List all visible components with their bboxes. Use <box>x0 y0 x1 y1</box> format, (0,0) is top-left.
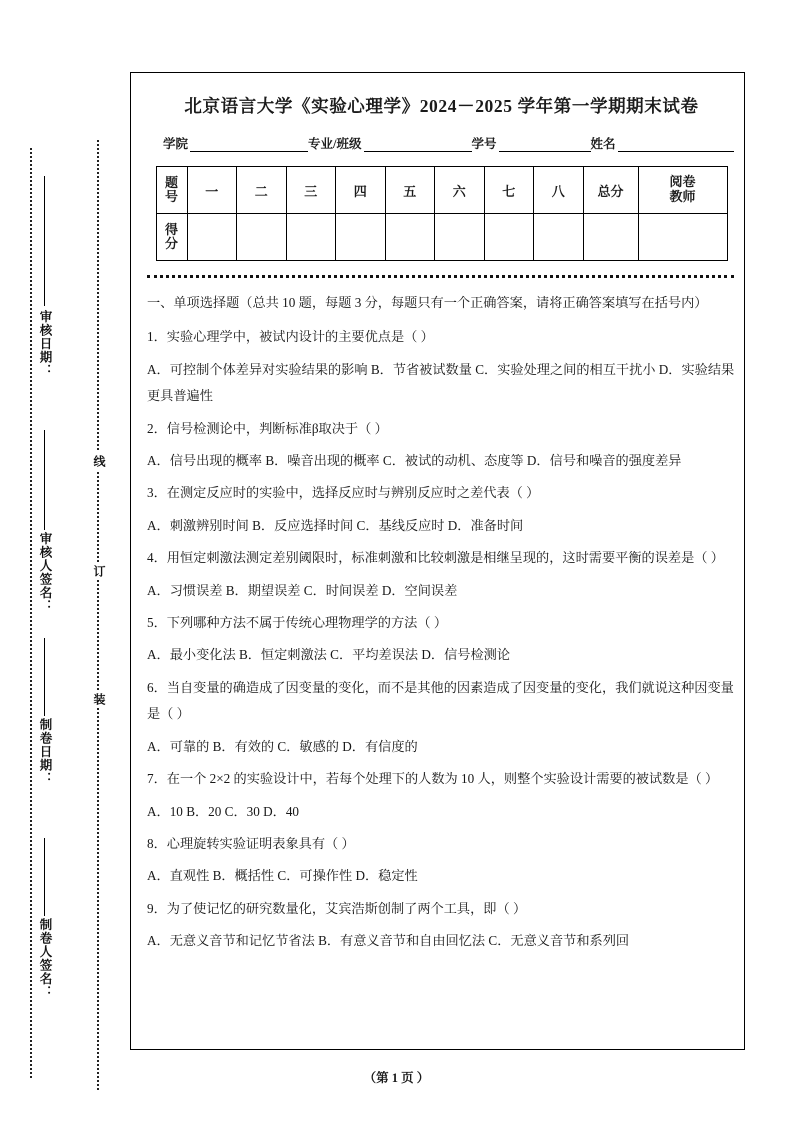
major-class-label: 专业/班级 <box>308 137 362 151</box>
page-footer: （第 1 页 ） <box>363 1071 430 1085</box>
student-id-field[interactable] <box>472 134 591 152</box>
column-header-teacher-line1: 阅卷 <box>669 174 696 190</box>
column-header-3: 三 <box>286 167 336 214</box>
left-margin-annotations <box>0 0 120 1122</box>
question-7-options: A．10 B．20 C．30 D．40 <box>147 803 300 819</box>
fold-line-inner <box>97 140 99 1090</box>
question-5-options: A．最小变化法 B．恒定刺激法 C．平均差误法 D．信号检测论 <box>147 647 511 663</box>
question-3-stem: 3．在测定反应时的实验中，选择反应时与辨别反应时之差代表（ ） <box>147 485 540 501</box>
question-7-stem: 7．在一个 2×2 的实验设计中，若每个处理下的人数为 10 人，则整个实验设计需要的被试数是（ ） <box>147 771 719 787</box>
student-id-label: 学号 <box>471 137 497 151</box>
score-cell-5[interactable] <box>385 214 435 261</box>
row-header-question-number <box>156 167 187 214</box>
score-cell-total[interactable] <box>583 214 638 261</box>
question-2-options: A．信号出现的概率 B．噪音出现的概率 C．被试的动机、态度等 D．信号和噪音的强度差异 <box>147 453 682 469</box>
margin-rule-mid-lower <box>44 638 45 716</box>
column-header-1: 一 <box>187 167 237 214</box>
fold-line-outer <box>30 148 32 1078</box>
row-header-score-char1: 得 <box>164 222 178 238</box>
score-cell-8[interactable] <box>534 214 584 261</box>
score-cell-1[interactable] <box>187 214 237 261</box>
page-title: 北京语言大学《实验心理学》2024－2025 学年第一学期期末试卷 <box>184 96 699 116</box>
question-4-options: A．习惯误差 B．期望误差 C．时间误差 D．空间误差 <box>147 582 458 598</box>
major-class-blank[interactable] <box>364 137 472 152</box>
row-header-question-number-char2: 号 <box>164 189 178 204</box>
exam-page-frame <box>130 72 745 1050</box>
fold-mark-ding: 订 <box>91 562 108 580</box>
margin-rule-mid-upper <box>44 430 45 530</box>
question-1-stem: 1．实验心理学中，被试内设计的主要优点是（ ） <box>147 329 434 345</box>
column-header-4: 四 <box>336 167 386 214</box>
column-header-2: 二 <box>237 167 287 214</box>
question-2-stem: 2．信号检测论中，判断标准β取决于（ ） <box>147 420 388 436</box>
question-4-stem: 4．用恒定刺激法测定差别阈限时，标准刺激和比较刺激是相继呈现的，这时需要平衡的误差是（ ） <box>147 550 724 566</box>
row-header-score-char2: 分 <box>164 236 178 251</box>
question-6-options: A．可靠的 B．有效的 C．敏感的 D．有信度的 <box>147 738 418 754</box>
question-body <box>147 290 738 955</box>
college-label: 学院 <box>163 137 189 151</box>
fold-mark-xian: 线 <box>91 452 108 470</box>
question-9-options: A．无意义音节和记忆节省法 B．有意义音节和自由回忆法 C．无意义音节和系列回 <box>147 933 630 949</box>
column-header-8: 八 <box>534 167 584 214</box>
question-5-stem: 5．下列哪种方法不属于传统心理物理学的方法（ ） <box>147 615 448 631</box>
question-3-options: A．刺激辨别时间 B．反应选择时间 C．基线反应时 D．准备时间 <box>147 517 524 533</box>
score-cell-teacher[interactable] <box>638 214 727 261</box>
score-cell-3[interactable] <box>286 214 336 261</box>
column-header-total: 总分 <box>583 167 638 214</box>
question-8-stem: 8．心理旋转实验证明表象具有（ ） <box>147 835 355 851</box>
column-header-teacher-line2: 教师 <box>669 189 696 204</box>
score-cell-4[interactable] <box>336 214 386 261</box>
college-field[interactable] <box>163 134 308 152</box>
table-row-scores <box>156 214 727 261</box>
name-blank[interactable] <box>618 137 734 152</box>
question-6-stem: 6．当自变量的确造成了因变量的变化，而不是其他的因素造成了因变量的变化，我们就说这种因变量是（ ） <box>147 679 734 722</box>
review-date-label: 审核日期： <box>38 310 52 378</box>
section-heading: 一、单项选择题（总共 10 题，每题 3 分，每题只有一个正确答案，请将正确答案填写在括号内） <box>147 295 708 310</box>
question-1-options: A．可控制个体差异对实验结果的影响 B．节省被试数量 C．实验处理之间的相互干扰小 D．实验结果更具普遍性 <box>147 361 735 404</box>
producer-signature-label: 制卷人签名： <box>38 918 52 999</box>
score-cell-2[interactable] <box>237 214 287 261</box>
column-header-5: 五 <box>385 167 435 214</box>
score-table <box>156 166 728 261</box>
table-row-question-numbers <box>156 167 727 214</box>
score-cell-6[interactable] <box>435 214 485 261</box>
row-header-question-number-char1: 题 <box>164 175 178 191</box>
column-header-teacher <box>638 167 727 214</box>
row-header-score <box>156 214 187 261</box>
college-blank[interactable] <box>190 137 308 152</box>
column-header-6: 六 <box>435 167 485 214</box>
margin-rule-upper <box>44 176 45 306</box>
fold-mark-zhuang: 装 <box>91 690 108 708</box>
major-class-field[interactable] <box>308 134 471 152</box>
name-field[interactable] <box>591 134 734 152</box>
reviewer-signature-label: 审核人签名： <box>38 532 52 613</box>
identity-fields-row <box>163 134 738 152</box>
question-8-options: A．直观性 B．概括性 C．可操作性 D．稳定性 <box>147 868 418 884</box>
margin-rule-lower <box>44 838 45 916</box>
score-cell-7[interactable] <box>484 214 534 261</box>
column-header-7: 七 <box>484 167 534 214</box>
section-divider <box>147 275 734 278</box>
question-9-stem: 9．为了使记忆的研究数量化，艾宾浩斯创制了两个工具，即（ ） <box>147 900 527 916</box>
name-label: 姓名 <box>590 137 616 151</box>
production-date-label: 制卷日期： <box>38 718 52 786</box>
student-id-blank[interactable] <box>499 137 591 152</box>
